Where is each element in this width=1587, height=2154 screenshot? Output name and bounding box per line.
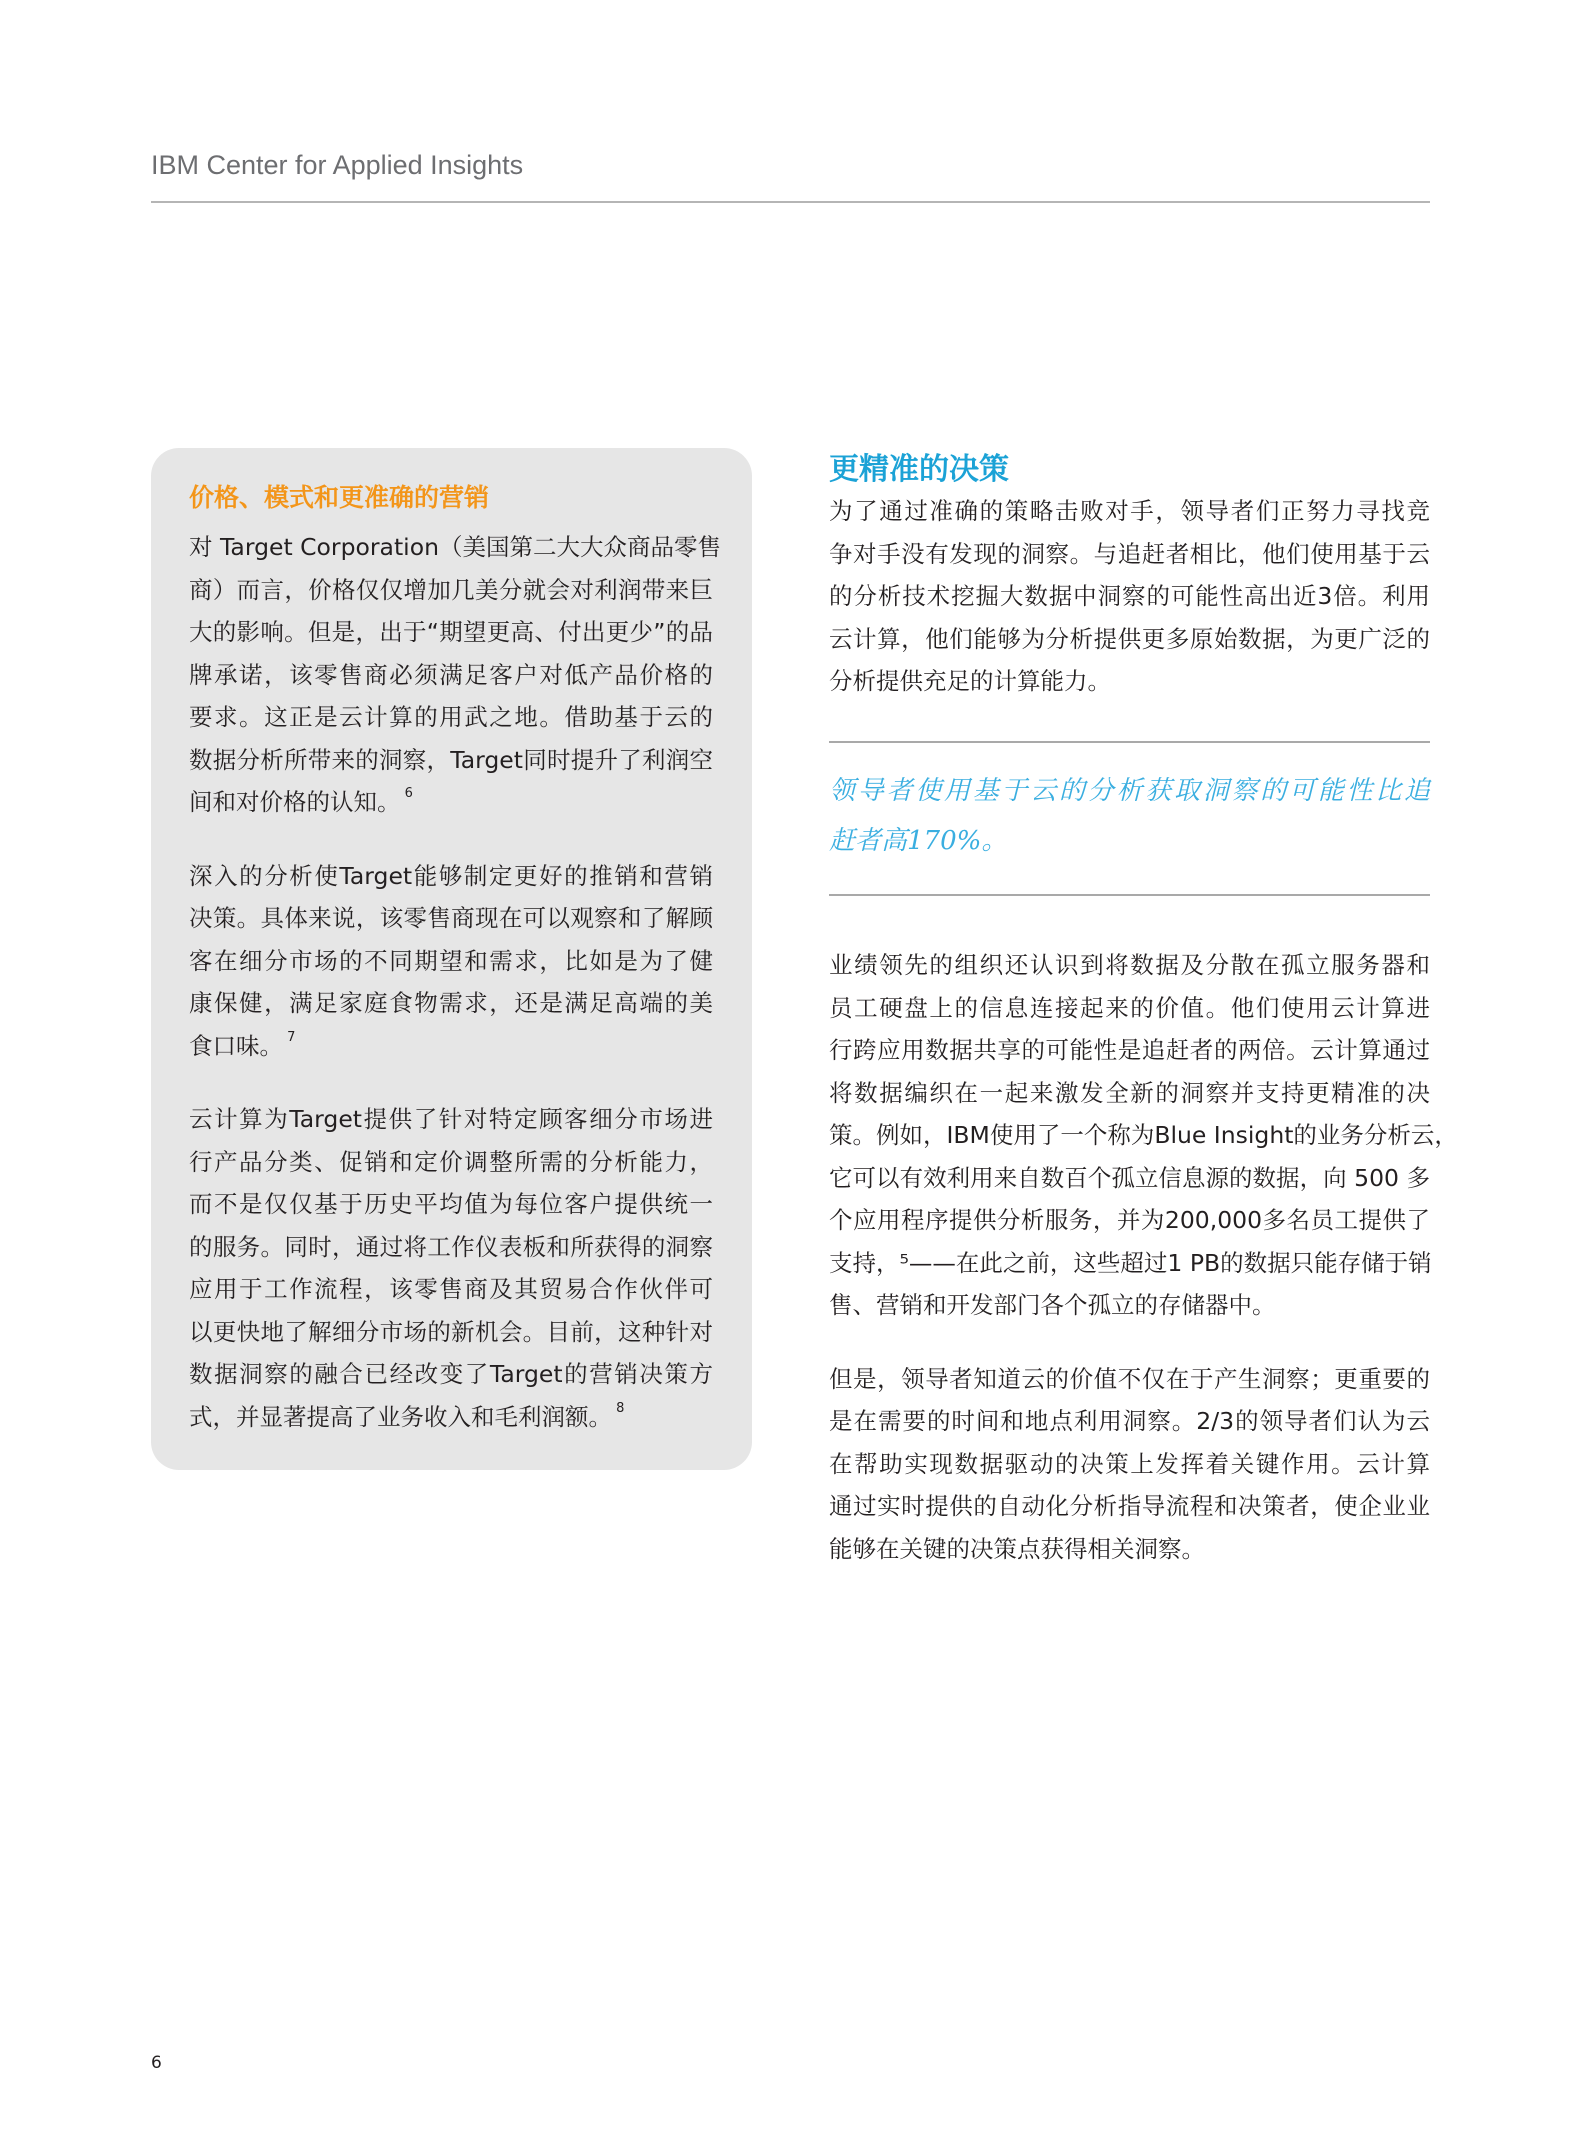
text-line [829,660,1430,703]
line-text: 赶者高170%。 [829,826,1008,856]
line-text: 数据洞察的融合已经改变了Target的营销决策方 [189,1360,713,1388]
line-text: 争对手没有发现的洞察。与追赶者相比，他们使用基于云 [829,539,1430,568]
text-line [829,1485,1430,1528]
line-text: 在帮助实现数据驱动的决策上发挥着关键作用。云计算 [829,1449,1430,1478]
line-text: 业绩领先的组织还认识到将数据及分散在孤立服务器和 [829,951,1430,979]
text-line [189,1025,713,1068]
line-text: 通过实时提供的自动化分析指导流程和决策者，使企业业 [829,1492,1430,1520]
text-line [829,1029,1430,1072]
text-line [189,1268,713,1311]
line-text: 的分析技术挖掘大数据中洞察的可能性高出近3倍。利用 [829,582,1430,610]
text-line [189,982,713,1025]
text-line [189,897,713,940]
text-line [829,987,1430,1030]
text-line [829,1072,1430,1115]
line-text: 商）而言，价格仅仅增加几美分就会对利润带来巨 [189,575,713,604]
text-line [829,1400,1430,1443]
line-text: 将数据编织在一起来激发全新的洞察并支持更精准的决 [829,1078,1430,1107]
text-line [189,569,713,612]
text-line [829,575,1430,618]
line-text: 食口味。 [189,1031,283,1060]
page-number: 6 [151,2053,162,2073]
text-line [829,1443,1430,1486]
text-line [829,533,1430,576]
line-text: 策。例如，IBM使用了一个称为Blue Insight的业务分析云， [829,1121,1458,1149]
line-text: 分析提供充足的计算能力。 [829,667,1111,695]
line-text: 行跨应用数据共享的可能性是追赶者的两倍。云计算通过 [829,1036,1430,1064]
text-line [189,1141,713,1184]
text-line [189,1353,713,1396]
line-text: 客在细分市场的不同期望和需求，比如是为了健 [189,946,713,975]
text-line [829,1114,1458,1157]
footnote-marker: 7 [283,1029,296,1045]
text-line [189,1311,713,1354]
text-line [829,766,1430,816]
paragraph [829,490,1430,703]
line-text: 是在需要的时间和地点利用洞察。2/3的领导者们认为云 [829,1407,1430,1435]
text-line [829,1242,1430,1285]
text-line [829,1284,1430,1327]
line-text: 员工硬盘上的信息连接起来的价值。他们使用云计算进 [829,993,1430,1022]
line-text: 的服务。同时，通过将工作仪表板和所获得的洞察 [189,1232,713,1261]
line-text: 售、营销和开发部门各个孤立的存储器中。 [829,1291,1276,1319]
line-text: 以更快地了解细分市场的新机会。目前，这种针对 [189,1317,713,1346]
text-line [829,1358,1430,1401]
line-text: 支持，⁵——在此之前，这些超过1 PB的数据只能存储于销 [829,1248,1432,1277]
line-text: 深入的分析使Target能够制定更好的推销和营销 [189,861,713,890]
line-text: 为了通过准确的策略击败对手，领导者们正努力寻找竞 [829,497,1430,525]
text-line [189,1183,713,1226]
text-line [829,1528,1430,1571]
quote-rule-bottom [829,894,1430,896]
text-line [829,1157,1430,1200]
sidebar-title: 价格、模式和更准确的营销 [189,483,490,512]
pull-quote [829,766,1430,897]
footnote-marker: 8 [612,1400,625,1416]
text-line [829,1199,1430,1242]
line-text: 个应用程序提供分析服务，并为200,000多名员工提供了 [829,1206,1430,1234]
line-text: 牌承诺，该零售商必须满足客户对低产品价格的 [189,660,713,689]
line-text: 应用于工作流程，该零售商及其贸易合作伙伴可 [189,1275,713,1303]
text-line [829,490,1430,533]
paragraph [189,526,721,824]
text-line [189,654,713,697]
header-divider [151,201,1430,203]
paragraph [829,1358,1430,1571]
line-text: 决策。具体来说，该零售商现在可以观察和了解顾 [189,904,713,932]
text-line [189,1098,713,1141]
line-text: 要求。这正是云计算的用武之地。借助基于云的 [189,703,713,731]
main-body [829,944,1458,1601]
line-text: 它可以有效利用来自数百个孤立信息源的数据，向 500 多 [829,1163,1430,1192]
line-text: 间和对价格的认知。 [189,788,401,816]
line-text: 但是，领导者知道云的价值不仅在于产生洞察；更重要的 [829,1364,1430,1393]
section-heading: 更精准的决策 [829,452,1009,487]
paragraph [829,766,1430,866]
line-text: 云计算为Target提供了针对特定顾客细分市场进 [189,1105,713,1133]
line-text: 数据分析所带来的洞察，Target同时提升了利润空 [189,745,713,774]
paragraph [829,944,1458,1327]
paragraph [189,855,713,1068]
text-line [189,739,713,782]
text-line [189,611,713,654]
quote-rule-top [829,741,1430,743]
line-text: 式，并显著提高了业务收入和毛利润额。 [189,1402,612,1431]
text-line [189,940,713,983]
line-text: 对 Target Corporation（美国第二大大众商品零售 [189,533,721,561]
text-line [189,1396,713,1439]
text-line [189,855,713,898]
intro-paragraph [829,490,1430,734]
text-line [189,526,721,569]
text-line [189,1226,713,1269]
line-text: 而不是仅仅基于历史平均值为每位客户提供统一 [189,1190,713,1218]
line-text: 行产品分类、促销和定价调整所需的分析能力， [189,1147,713,1176]
sidebar-body [189,526,721,1469]
text-line [189,696,713,739]
running-header: IBM Center for Applied Insights [151,150,524,180]
line-text: 康保健，满足家庭食物需求，还是满足高端的美 [189,989,713,1017]
text-line [829,816,1430,866]
text-line [829,944,1430,987]
text-line [829,618,1430,661]
line-text: 云计算，他们能够为分析提供更多原始数据，为更广泛的 [829,624,1430,653]
line-text: 能够在关键的决策点获得相关洞察。 [829,1534,1205,1563]
line-text: 领导者使用基于云的分析获取洞察的可能性比追 [829,776,1430,806]
footnote-marker: 6 [400,786,413,801]
paragraph [189,1098,713,1438]
text-line [189,781,713,824]
line-text: 大的影响。但是，出于“期望更高、付出更少”的品 [189,618,713,646]
